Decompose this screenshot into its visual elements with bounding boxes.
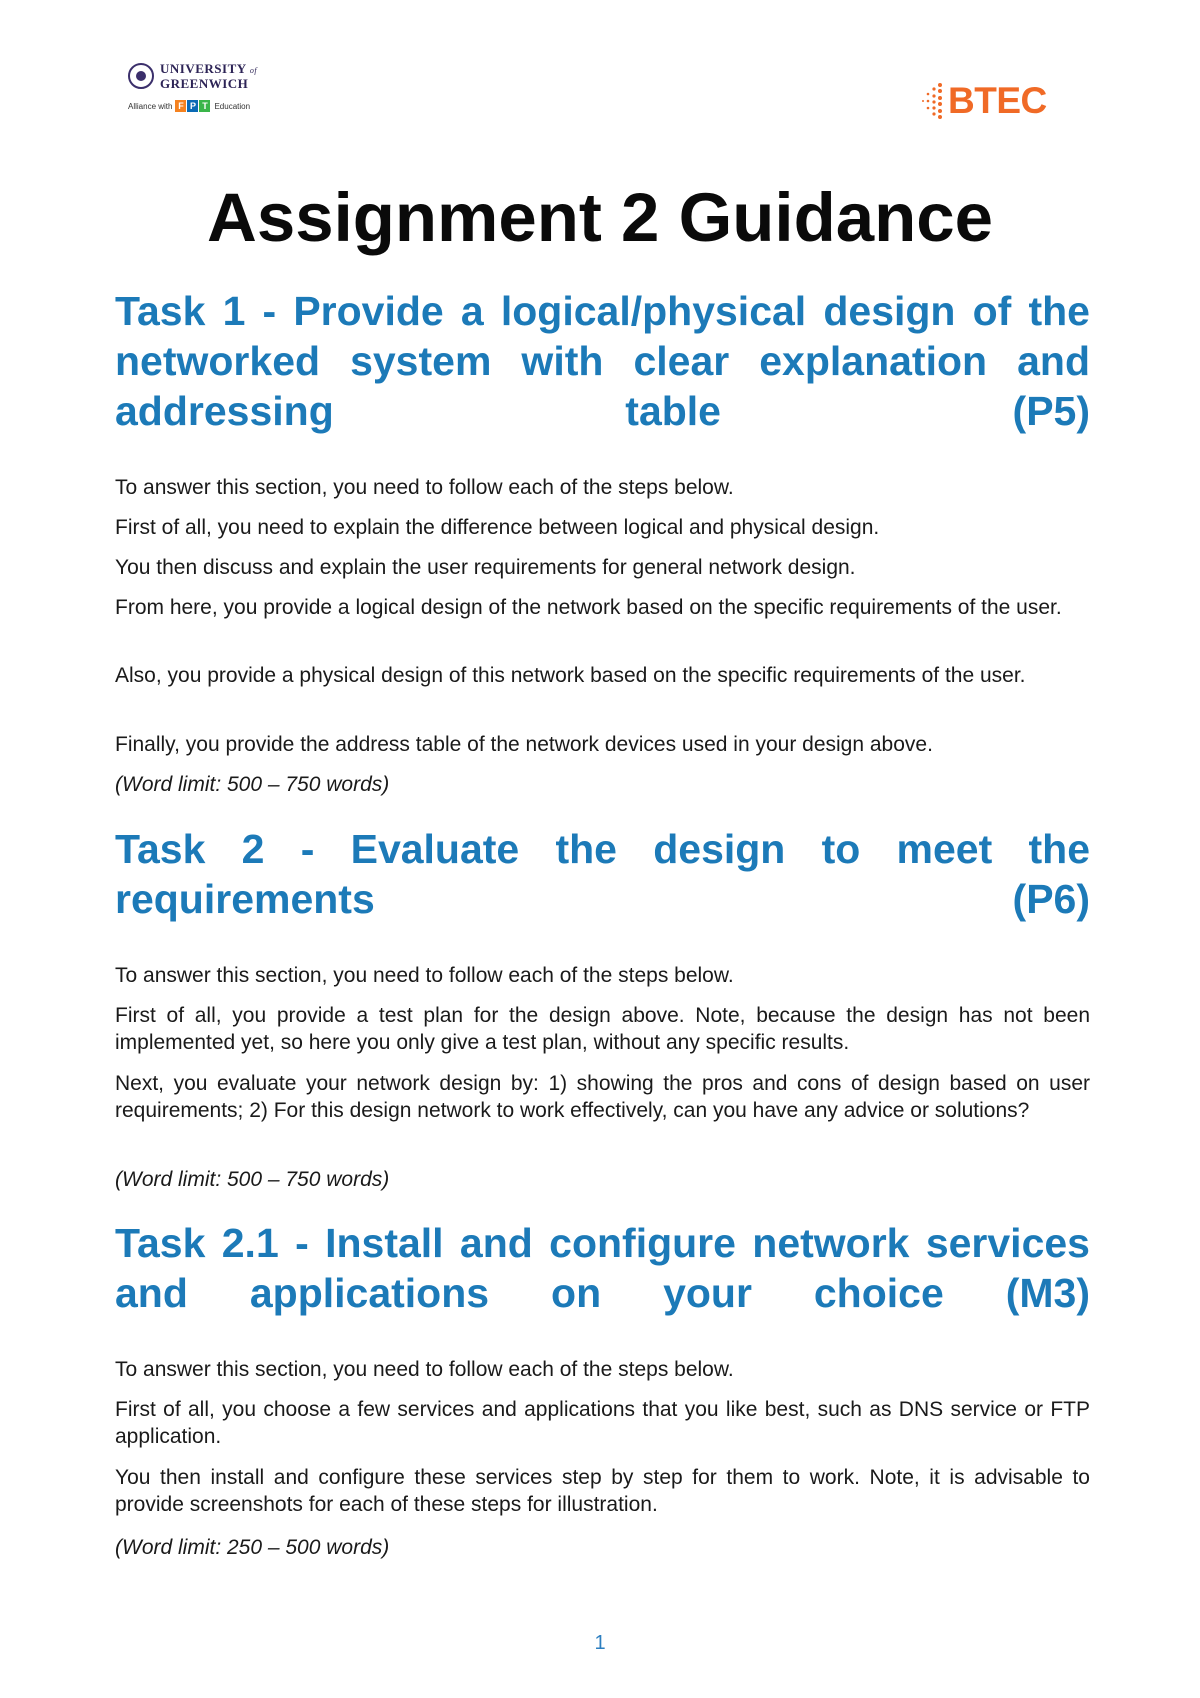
fpt-letter-p: P <box>187 100 198 112</box>
task1-paragraph-5: Also, you provide a physical design of this network based on the specific requirements of the user. <box>115 664 1026 687</box>
alliance-prefix: Alliance with <box>128 101 173 111</box>
task1-paragraph-3: You then discuss and explain the user requirements for general network design. <box>115 556 856 579</box>
page-number: 1 <box>594 1632 606 1654</box>
task1-word-limit: (Word limit: 500 – 750 words) <box>115 773 390 796</box>
alliance-suffix: Education <box>214 101 251 111</box>
task1-paragraph-2: First of all, you need to explain the difference between logical and physical design. <box>115 516 880 539</box>
btec-dots-icon <box>920 81 946 121</box>
task21-paragraph-1: To answer this section, you need to follow each of the steps below. <box>115 1358 734 1381</box>
btec-logo-text: BTEC <box>948 80 1047 121</box>
task21-heading: Task 2.1 - Install and configure network services and applications on your choice (M3) <box>115 1220 1090 1316</box>
university-line2: GREENWICH <box>160 76 249 91</box>
task1-paragraph-1: To answer this section, you need to follow each of the steps below. <box>115 476 734 499</box>
task1-paragraph-4: From here, you provide a logical design of the network based on the specific requirements of the user. <box>115 596 1062 619</box>
fpt-letter-t: T <box>199 100 210 112</box>
university-name <box>160 62 257 90</box>
page-title: Assignment 2 Guidance <box>206 179 994 256</box>
university-of: of <box>249 66 258 75</box>
task21-paragraph-3: You then install and configure these services step by step for them to work. Note, it is advisable to provide screenshots for each of these steps for illustration. <box>115 1466 1090 1516</box>
task2-paragraph-1: To answer this section, you need to follow each of the steps below. <box>115 964 734 987</box>
task21-paragraph-2: First of all, you choose a few services and applications that you like best, such as DNS service or FTP application. <box>115 1398 1090 1448</box>
fpt-alliance-row <box>128 100 278 112</box>
task2-word-limit: (Word limit: 500 – 750 words) <box>115 1168 390 1191</box>
task1-paragraph-6: Finally, you provide the address table of the network devices used in your design above. <box>115 733 933 756</box>
fpt-letter-f: F <box>175 100 186 112</box>
task2-paragraph-3: Next, you evaluate your network design by: 1) showing the pros and cons of design based on user requirements; 2) For this design network to work effectively, can you have any advice or solutions? <box>115 1072 1090 1122</box>
university-name-row <box>128 62 278 90</box>
task21-word-limit: (Word limit: 250 – 500 words) <box>115 1536 390 1559</box>
university-greenwich-logo <box>128 62 278 132</box>
task2-paragraph-2: First of all, you provide a test plan for the design above. Note, because the design has not been implemented yet, so here you only give a test plan, without any specific results. <box>115 1004 1090 1054</box>
task2-heading: Task 2 - Evaluate the design to meet the requirements (P6) <box>115 826 1090 922</box>
btec-logo <box>920 78 1047 124</box>
university-line1: UNIVERSITY <box>160 61 247 76</box>
university-crest-icon <box>128 63 154 89</box>
task1-heading: Task 1 - Provide a logical/physical design of the networked system with clear explanation and addressing table (P5) <box>115 288 1090 434</box>
fpt-logo <box>175 100 211 112</box>
